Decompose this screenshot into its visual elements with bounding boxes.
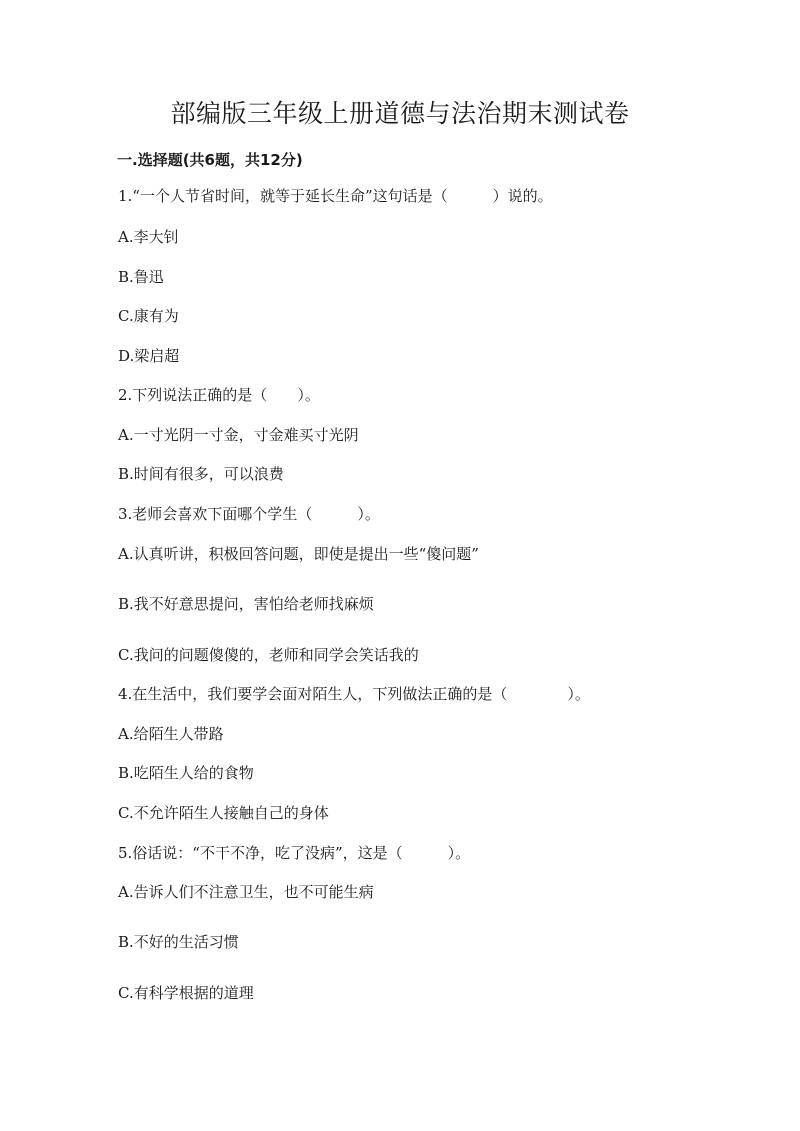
question-4-option-c: C.不允许陌生人接触自己的身体 <box>118 804 329 822</box>
question-5-option-c: C.有科学根据的道理 <box>118 984 254 1002</box>
question-1-option-a: A.李大钊 <box>118 228 179 246</box>
question-3-option-b: B.我不好意思提问，害怕给老师找麻烦 <box>118 595 374 613</box>
question-4-option-b: B.吃陌生人给的食物 <box>118 764 254 782</box>
section-heading: 一.选择题(共6题，共12分) <box>117 151 303 169</box>
question-1-stem: 1.“一个人节省时间，就等于延长生命”这句话是（ ）说的。 <box>118 187 553 205</box>
question-1-option-d: D.梁启超 <box>118 347 180 365</box>
question-4-stem: 4.在生活中，我们要学会面对陌生人，下列做法正确的是（ ）。 <box>118 685 590 703</box>
question-2-option-b: B.时间有很多，可以浪费 <box>118 465 284 483</box>
question-5-option-a: A.告诉人们不注意卫生，也不可能生病 <box>118 883 374 901</box>
question-2-stem: 2.下列说法正确的是（ ）。 <box>118 386 320 404</box>
question-5-stem: 5.俗话说：“不干不净，吃了没病”，这是（ ）。 <box>118 844 471 862</box>
question-2-option-a: A.一寸光阴一寸金，寸金难买寸光阴 <box>118 426 359 444</box>
question-4-option-a: A.给陌生人带路 <box>118 725 224 743</box>
question-3-option-a: A.认真听讲，积极回答问题，即使是提出一些“傻问题” <box>118 545 479 563</box>
page-title: 部编版三年级上册道德与法治期末测试卷 <box>170 99 630 128</box>
question-1-option-c: C.康有为 <box>118 307 179 325</box>
question-1-option-b: B.鲁迅 <box>118 268 164 286</box>
question-3-option-c: C.我问的问题傻傻的，老师和同学会笑话我的 <box>118 646 419 664</box>
question-5-option-b: B.不好的生活习惯 <box>118 933 239 951</box>
question-3-stem: 3.老师会喜欢下面哪个学生（ ）。 <box>118 505 380 523</box>
